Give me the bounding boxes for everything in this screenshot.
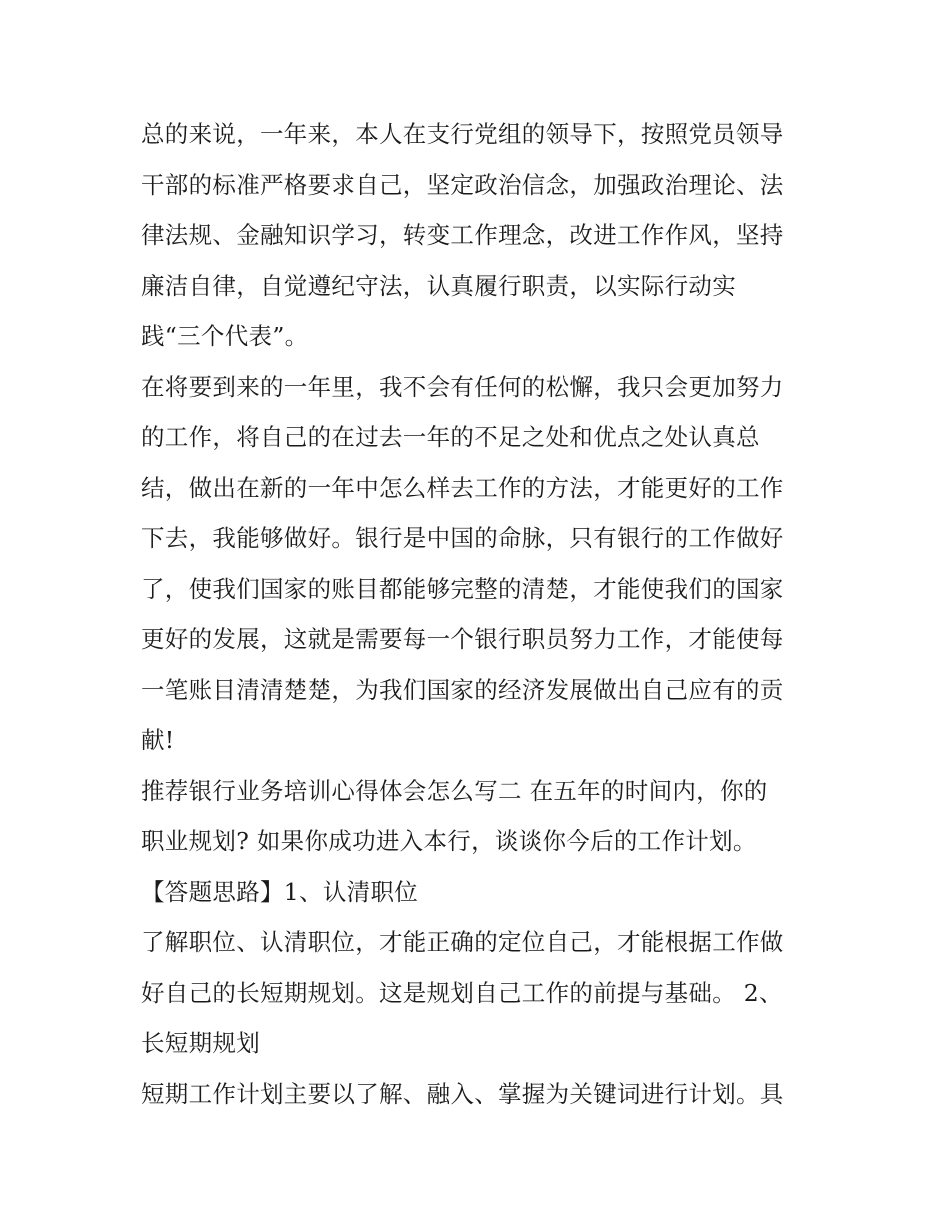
text-line: 好自己的长短期规划。这是规划自己工作的前提与基础。 2、 (141, 978, 783, 1007)
text-line: 了，使我们国家的账目都能够完整的清楚，才能使我们的国家 (141, 574, 784, 603)
text-line: 的工作，将自己的在过去一年的不足之处和优点之处认真总 (141, 423, 760, 451)
text-line: 干部的标准严格要求自己，坚定政治信念，加强政治理论、法 (141, 170, 784, 199)
body-text (141, 109, 821, 1119)
text-line: 【答题思路】1、认清职位 (141, 877, 419, 906)
text-line: 更好的发展，这就是需要每一个银行职员努力工作，才能使每 (141, 625, 784, 653)
text-line: 结，做出在新的一年中怎么样去工作的方法，才能更好的工作 (141, 473, 784, 502)
text-line: 下去，我能够做好。银行是中国的命脉，只有银行的工作做好 (141, 524, 784, 552)
text-line: 律法规、金融知识学习，转变工作理念，改进工作作风，坚持 (141, 221, 784, 249)
text-line: 长短期规划 (141, 1029, 260, 1057)
text-line: 总的来说，一年来，本人在支行党组的领导下，按照党员领导 (141, 120, 784, 148)
text-line: 廉洁自律，自觉遵纪守法，认真履行职责，以实际行动实 (141, 271, 736, 300)
text-line: 推荐银行业务培训心得体会怎么写二 在五年的时间内，你的 (141, 776, 768, 805)
text-line: 践“三个代表”。 (141, 322, 309, 350)
text-line: 短期工作计划主要以了解、融入、掌握为关键词进行计划。具 (141, 1079, 784, 1108)
text-line: 了解职位、认清职位，才能正确的定位自己，才能根据工作做 (141, 928, 784, 956)
text-line: 一笔账目清清楚楚，为我们国家的经济发展做出自己应有的贡 (141, 675, 784, 704)
text-line: 职业规划? 如果你成功进入本行，谈谈你今后的工作计划。 (141, 827, 757, 855)
text-line: 献! (141, 726, 175, 754)
text-line: 在将要到来的一年里，我不会有任何的松懈，我只会更加努力 (141, 372, 784, 401)
